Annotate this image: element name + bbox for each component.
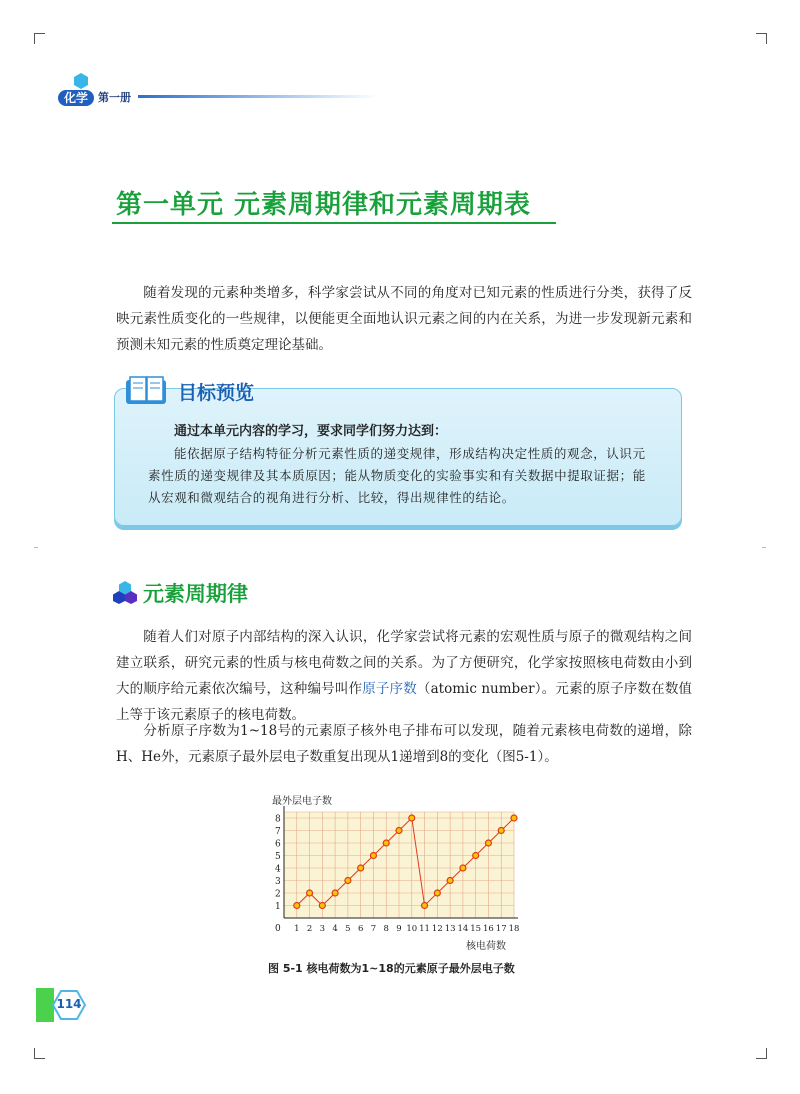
data-point (345, 878, 351, 884)
subject-badge: 化学 (58, 90, 94, 106)
side-mark-right (762, 547, 766, 548)
data-point (434, 890, 440, 896)
crop-mark-top-left (34, 33, 45, 44)
x-tick-label: 9 (396, 924, 402, 934)
x-tick-label: 15 (470, 924, 482, 934)
data-point (358, 865, 364, 871)
x-tick-label: 14 (457, 924, 469, 934)
open-book-icon (124, 374, 170, 406)
goal-lead: 通过本单元内容的学习，要求同学们努力达到： (174, 424, 448, 439)
title-underline (112, 222, 556, 224)
hexagon-logo-icon (72, 72, 90, 90)
data-point (498, 828, 504, 834)
goal-title: 目标预览 (178, 382, 255, 404)
y-tick-label: 4 (275, 864, 281, 875)
goal-body-text: 能依据原子结构特征分析元素性质的递变规律，形成结构决定性质的观念，认识元素性质的递变规律及其本质原因；能从物质变化的实验事实和有关数据中提取证据；能从宏观和微观结合的视角进行分析、比较，得出规律性的结论。 (148, 446, 646, 505)
para2-text: 分析原子序数为1~18号的元素原子核外电子排布可以发现，随着元素核电荷数的递增，除H、He外，元素原子最外层电子数重复出现从1递增到8的变化（图5-1）。 (116, 723, 692, 765)
x-tick-label: 10 (406, 924, 418, 934)
x-tick-label: 13 (444, 924, 456, 934)
data-point (383, 840, 389, 846)
crop-mark-bottom-left (34, 1048, 45, 1059)
y-tick-label: 5 (275, 852, 281, 862)
x-axis-label: 核电荷数 (466, 941, 506, 952)
x-tick-label: 1 (294, 924, 300, 934)
section-title: 元素周期律 (143, 582, 248, 606)
y-tick-label: 1 (275, 902, 281, 912)
para1-text: 随着人们对原子内部结构的深入认识，化学家尝试将元素的宏观性质与原子的微观结构之间建立联系，研究元素的性质与核电荷数之间的关系。为了方便研究，化学家按照核电荷数由小到大的顺序给元素依次编号，这种编号叫作 (116, 629, 692, 697)
hexagon-cluster-icon (112, 580, 138, 604)
paragraph-electron-trend (116, 718, 692, 770)
para1-text-end: （atomic number）。元素的原子序数在数值上等于该元素原子的核电荷数。 (116, 681, 693, 723)
x-tick-label: 4 (332, 924, 338, 934)
crop-mark-top-right (756, 33, 767, 44)
data-point (511, 815, 517, 821)
x-tick-label: 2 (306, 924, 313, 934)
data-point (422, 903, 428, 909)
key-term: 原子序数 (362, 681, 417, 697)
x-tick-label: 3 (319, 924, 326, 934)
data-point (485, 840, 491, 846)
y-tick-label: 8 (275, 814, 281, 825)
x-tick-label: 17 (495, 924, 507, 934)
origin-label: 0 (275, 924, 281, 934)
figure-caption: 图 5-1 核电荷数为1~18的元素原子最外层电子数 (268, 962, 515, 975)
page-number-badge (52, 990, 86, 1020)
header-rule (138, 95, 378, 98)
book-volume: 第一册 (98, 91, 131, 104)
data-point (332, 890, 338, 896)
x-tick-label: 18 (508, 924, 520, 934)
data-point (319, 903, 325, 909)
y-tick-label: 7 (275, 827, 281, 837)
running-head (58, 72, 388, 112)
paragraph-atomic-number (116, 624, 692, 728)
x-tick-label: 12 (431, 924, 443, 934)
crop-mark-bottom-right (756, 1048, 767, 1059)
x-tick-label: 7 (370, 924, 377, 934)
y-tick-label: 2 (275, 889, 281, 900)
x-tick-label: 16 (483, 924, 494, 934)
intro-text: 随着发现的元素种类增多，科学家尝试从不同的角度对已知元素的性质进行分类，获得了反映元素性质变化的一些规律，以便能更全面地认识元素之间的内在关系，为进一步发现新元素和预测未知元素的性质奠定理论基础。 (116, 285, 692, 353)
data-point (294, 903, 300, 909)
y-tick-label: 6 (275, 839, 281, 850)
data-point (396, 828, 402, 834)
data-point (370, 853, 376, 859)
unit-title: 第一单元 元素周期律和元素周期表 (116, 190, 532, 220)
data-point (409, 815, 415, 821)
intro-paragraph (116, 280, 692, 358)
x-tick-label: 6 (357, 924, 364, 934)
side-mark-left (34, 547, 38, 548)
y-tick-label: 3 (275, 877, 281, 887)
electron-chart (262, 790, 532, 958)
x-tick-label: 8 (383, 924, 389, 934)
data-point (447, 878, 453, 884)
x-tick-label: 5 (345, 924, 351, 934)
goal-body (148, 443, 658, 509)
data-point (307, 890, 313, 896)
y-axis-label: 最外层电子数 (272, 796, 332, 807)
data-point (460, 865, 466, 871)
x-tick-label: 11 (419, 924, 430, 934)
data-point (473, 853, 479, 859)
page-number: 114 (56, 997, 82, 1011)
